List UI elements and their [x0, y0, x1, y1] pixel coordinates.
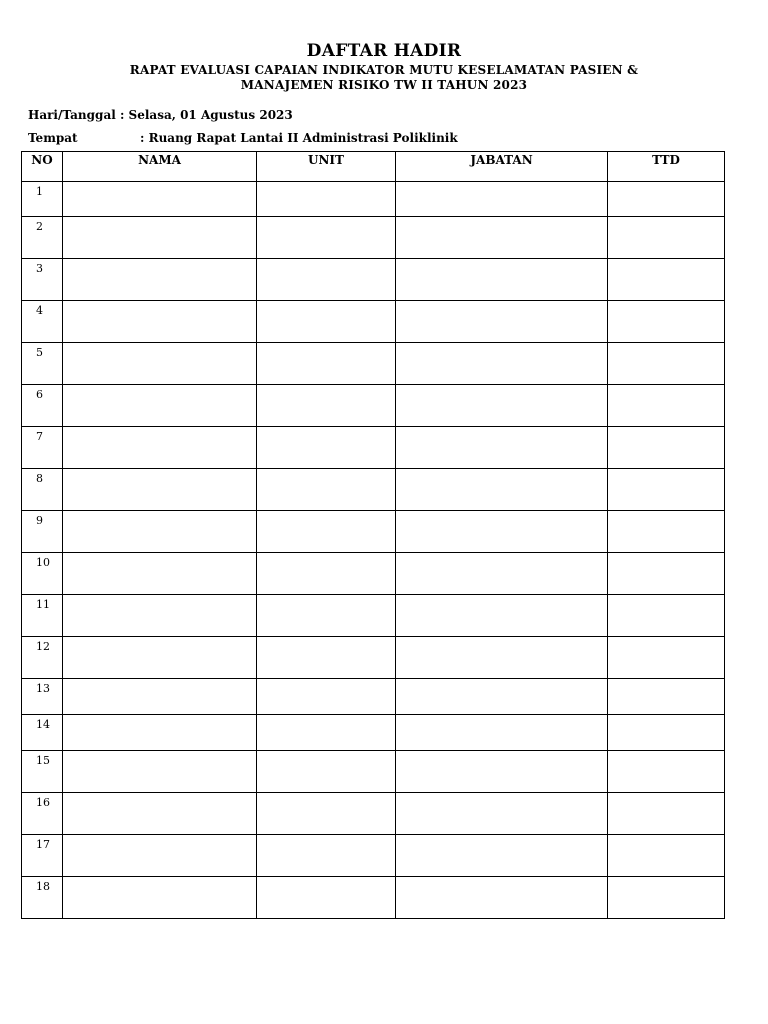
- jabatan-cell[interactable]: [396, 427, 608, 469]
- unit-cell[interactable]: [257, 595, 396, 637]
- row-number: 7: [22, 427, 63, 469]
- row-number: 17: [22, 835, 63, 877]
- ttd-cell[interactable]: [608, 679, 725, 715]
- jabatan-cell[interactable]: [396, 553, 608, 595]
- meeting-place-label: Tempat: [28, 131, 78, 145]
- table-header-row: [22, 152, 725, 182]
- table-row: [22, 301, 725, 343]
- ttd-cell[interactable]: [608, 427, 725, 469]
- table-row: [22, 343, 725, 385]
- header-ttd: TTD: [608, 152, 725, 182]
- nama-cell[interactable]: [63, 427, 257, 469]
- unit-cell[interactable]: [257, 343, 396, 385]
- row-number: 9: [22, 511, 63, 553]
- nama-cell[interactable]: [63, 217, 257, 259]
- jabatan-cell[interactable]: [396, 835, 608, 877]
- meeting-place: [28, 131, 458, 145]
- jabatan-cell[interactable]: [396, 595, 608, 637]
- row-number: 3: [22, 259, 63, 301]
- ttd-cell[interactable]: [608, 343, 725, 385]
- row-number: 13: [22, 679, 63, 715]
- unit-cell[interactable]: [257, 182, 396, 217]
- row-number: 2: [22, 217, 63, 259]
- header-unit: UNIT: [257, 152, 396, 182]
- ttd-cell[interactable]: [608, 301, 725, 343]
- document-subtitle-line1: RAPAT EVALUASI CAPAIAN INDIKATOR MUTU KESELAMATAN PASIEN &: [129, 63, 639, 77]
- nama-cell[interactable]: [63, 715, 257, 751]
- unit-cell[interactable]: [257, 511, 396, 553]
- nama-cell[interactable]: [63, 182, 257, 217]
- table-row: [22, 182, 725, 217]
- ttd-cell[interactable]: [608, 511, 725, 553]
- ttd-cell[interactable]: [608, 553, 725, 595]
- document-subtitle-line2: MANAJEMEN RISIKO TW II TAHUN 2023: [240, 78, 528, 92]
- nama-cell[interactable]: [63, 877, 257, 919]
- nama-cell[interactable]: [63, 835, 257, 877]
- ttd-cell[interactable]: [608, 751, 725, 793]
- table-row: [22, 679, 725, 715]
- jabatan-cell[interactable]: [396, 511, 608, 553]
- document-title: DAFTAR HADIR: [306, 41, 462, 61]
- unit-cell[interactable]: [257, 553, 396, 595]
- nama-cell[interactable]: [63, 553, 257, 595]
- nama-cell[interactable]: [63, 637, 257, 679]
- ttd-cell[interactable]: [608, 182, 725, 217]
- unit-cell[interactable]: [257, 427, 396, 469]
- header-jabatan: JABATAN: [396, 152, 608, 182]
- table-row: [22, 595, 725, 637]
- nama-cell[interactable]: [63, 343, 257, 385]
- jabatan-cell[interactable]: [396, 217, 608, 259]
- ttd-cell[interactable]: [608, 595, 725, 637]
- table-row: [22, 715, 725, 751]
- nama-cell[interactable]: [63, 469, 257, 511]
- ttd-cell[interactable]: [608, 259, 725, 301]
- table-row: [22, 427, 725, 469]
- nama-cell[interactable]: [63, 679, 257, 715]
- jabatan-cell[interactable]: [396, 301, 608, 343]
- attendance-table: [21, 151, 725, 919]
- row-number: 4: [22, 301, 63, 343]
- jabatan-cell[interactable]: [396, 469, 608, 511]
- nama-cell[interactable]: [63, 385, 257, 427]
- row-number: 12: [22, 637, 63, 679]
- jabatan-cell[interactable]: [396, 751, 608, 793]
- table-row: [22, 469, 725, 511]
- jabatan-cell[interactable]: [396, 637, 608, 679]
- table-row: [22, 385, 725, 427]
- unit-cell[interactable]: [257, 835, 396, 877]
- meeting-place-value: : Ruang Rapat Lantai II Administrasi Poliklinik: [140, 131, 458, 145]
- unit-cell[interactable]: [257, 793, 396, 835]
- row-number: 18: [22, 877, 63, 919]
- ttd-cell[interactable]: [608, 385, 725, 427]
- row-number: 16: [22, 793, 63, 835]
- unit-cell[interactable]: [257, 877, 396, 919]
- unit-cell[interactable]: [257, 637, 396, 679]
- row-number: 1: [22, 182, 63, 217]
- unit-cell[interactable]: [257, 385, 396, 427]
- table-row: [22, 259, 725, 301]
- ttd-cell[interactable]: [608, 217, 725, 259]
- unit-cell[interactable]: [257, 469, 396, 511]
- jabatan-cell[interactable]: [396, 259, 608, 301]
- nama-cell[interactable]: [63, 301, 257, 343]
- jabatan-cell[interactable]: [396, 715, 608, 751]
- jabatan-cell[interactable]: [396, 343, 608, 385]
- table-row: [22, 877, 725, 919]
- table-row: [22, 217, 725, 259]
- unit-cell[interactable]: [257, 679, 396, 715]
- ttd-cell[interactable]: [608, 715, 725, 751]
- ttd-cell[interactable]: [608, 793, 725, 835]
- nama-cell[interactable]: [63, 751, 257, 793]
- row-number: 6: [22, 385, 63, 427]
- jabatan-cell[interactable]: [396, 385, 608, 427]
- ttd-cell[interactable]: [608, 835, 725, 877]
- header-nama: NAMA: [63, 152, 257, 182]
- jabatan-cell[interactable]: [396, 793, 608, 835]
- unit-cell[interactable]: [257, 217, 396, 259]
- nama-cell[interactable]: [63, 259, 257, 301]
- unit-cell[interactable]: [257, 715, 396, 751]
- header-no: NO: [22, 152, 63, 182]
- table-row: [22, 835, 725, 877]
- nama-cell[interactable]: [63, 595, 257, 637]
- table-row: [22, 751, 725, 793]
- meeting-date: Hari/Tanggal : Selasa, 01 Agustus 2023: [28, 108, 293, 122]
- row-number: 15: [22, 751, 63, 793]
- ttd-cell[interactable]: [608, 637, 725, 679]
- nama-cell[interactable]: [63, 511, 257, 553]
- jabatan-cell[interactable]: [396, 877, 608, 919]
- unit-cell[interactable]: [257, 301, 396, 343]
- table-row: [22, 793, 725, 835]
- row-number: 14: [22, 715, 63, 751]
- unit-cell[interactable]: [257, 751, 396, 793]
- unit-cell[interactable]: [257, 259, 396, 301]
- ttd-cell[interactable]: [608, 469, 725, 511]
- row-number: 8: [22, 469, 63, 511]
- table-row: [22, 553, 725, 595]
- row-number: 11: [22, 595, 63, 637]
- jabatan-cell[interactable]: [396, 182, 608, 217]
- jabatan-cell[interactable]: [396, 679, 608, 715]
- table-row: [22, 511, 725, 553]
- row-number: 10: [22, 553, 63, 595]
- table-row: [22, 637, 725, 679]
- ttd-cell[interactable]: [608, 877, 725, 919]
- nama-cell[interactable]: [63, 793, 257, 835]
- row-number: 5: [22, 343, 63, 385]
